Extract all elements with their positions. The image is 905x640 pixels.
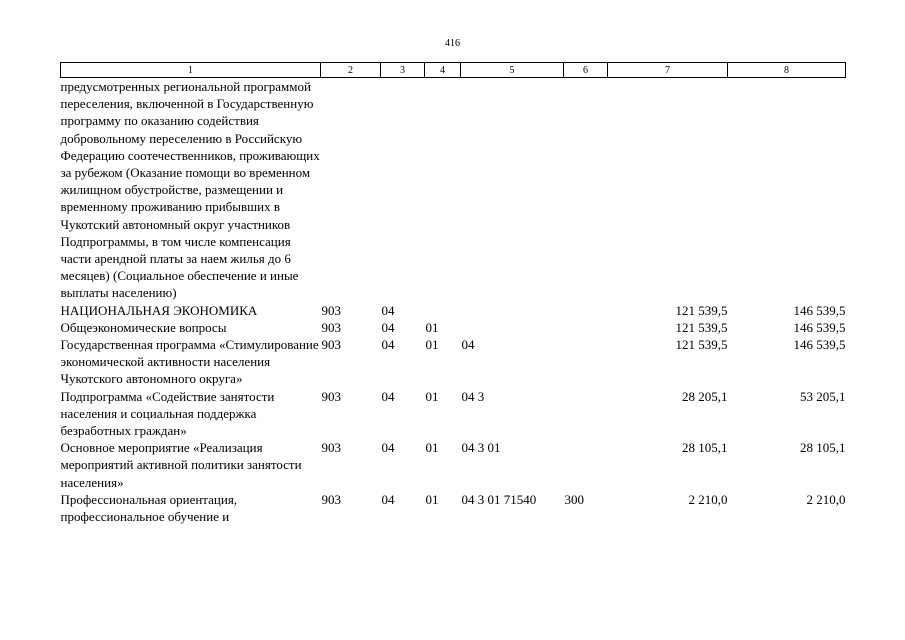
- row-name: Государственная программа «Стимулирование экономической активности населения Чукотского автономного округа»: [60, 337, 319, 387]
- row-grbs: 903: [321, 337, 341, 353]
- row-amount-1: 121 539,5: [675, 302, 728, 318]
- row-expense-type: [564, 336, 608, 388]
- row-section: 04: [381, 337, 395, 353]
- row-expense-type: 300: [564, 491, 584, 507]
- column-header-5: 5: [461, 63, 564, 78]
- row-target-article: 04: [461, 337, 475, 353]
- row-name: предусмотренных региональной программой переселения, включенной в Государственную программу по оказанию содействия добровольному переселению в Российскую Федерацию соотечественников, проживающих за рубежом (Оказание помощи во временном жилищном обустройстве, размещении и временному проживанию прибывших в Чукотский автономный округ участников Подпрограммы, в том числе компенсация части арендной платы за наем жилья до 6 месяцев) (Социальное обеспечение и иные выплаты населению): [60, 79, 320, 301]
- row-subsection: [425, 302, 461, 319]
- row-subsection: 01: [425, 440, 439, 456]
- table-row: [61, 439, 846, 491]
- column-number-header-row: [61, 63, 846, 78]
- column-header-8: 8: [728, 63, 846, 78]
- row-grbs: 903: [321, 491, 341, 507]
- budget-table: [60, 62, 846, 525]
- table-row: [61, 319, 846, 336]
- page-number: 416: [445, 38, 460, 49]
- row-name: Общеэкономические вопросы: [60, 319, 227, 335]
- row-target-article: [461, 319, 564, 336]
- row-amount-2: [728, 78, 846, 302]
- row-amount-2: 146 539,5: [793, 319, 846, 335]
- row-section: 04: [381, 388, 395, 404]
- row-grbs: 903: [321, 319, 341, 335]
- row-section: 04: [381, 440, 395, 456]
- row-subsection: 01: [425, 491, 439, 507]
- row-amount-2: 28 105,1: [800, 440, 846, 456]
- column-header-3: 3: [381, 63, 425, 78]
- row-expense-type: [564, 302, 608, 319]
- column-header-1: 1: [61, 63, 321, 78]
- row-amount-2: 146 539,5: [793, 302, 846, 318]
- column-header-6: 6: [564, 63, 608, 78]
- row-name: Подпрограмма «Содействие занятости населения и социальная поддержка безработных граждан»: [60, 388, 275, 439]
- row-section: 04: [381, 302, 395, 318]
- row-grbs: 903: [321, 388, 341, 404]
- row-amount-1: 121 539,5: [675, 337, 728, 353]
- table-row: [61, 491, 846, 525]
- table-row: [61, 336, 846, 388]
- row-expense-type: [564, 388, 608, 440]
- row-amount-1: [608, 78, 728, 302]
- row-amount-2: 146 539,5: [793, 337, 846, 353]
- row-amount-1: 28 105,1: [682, 440, 728, 456]
- row-amount-2: 2 210,0: [806, 491, 846, 507]
- row-amount-1: 28 205,1: [682, 388, 728, 404]
- row-target-article: 04 3 01: [461, 440, 501, 456]
- row-expense-type: [564, 319, 608, 336]
- column-header-4: 4: [425, 63, 461, 78]
- row-name: Основное мероприятие «Реализация мероприятий активной политики занятости населения»: [60, 440, 302, 490]
- row-amount-2: 53 205,1: [800, 388, 846, 404]
- row-grbs: 903: [321, 440, 341, 456]
- column-header-7: 7: [608, 63, 728, 78]
- table-row: [61, 78, 846, 302]
- row-target-article: [461, 78, 564, 302]
- row-name: Профессиональная ориентация, профессиональное обучение и: [60, 491, 238, 525]
- row-grbs: [321, 78, 381, 302]
- row-expense-type: [564, 78, 608, 302]
- row-section: 04: [381, 491, 395, 507]
- row-expense-type: [564, 439, 608, 491]
- row-subsection: 01: [425, 388, 439, 404]
- table-row: [61, 302, 846, 319]
- row-target-article: 04 3 01 71540: [461, 491, 537, 507]
- row-amount-1: 121 539,5: [675, 319, 728, 335]
- row-grbs: 903: [321, 302, 341, 318]
- row-subsection: [425, 78, 461, 302]
- row-section: 04: [381, 319, 395, 335]
- row-section: [381, 78, 425, 302]
- row-target-article: [461, 302, 564, 319]
- row-subsection: 01: [425, 319, 439, 335]
- row-target-article: 04 3: [461, 388, 485, 404]
- column-header-2: 2: [321, 63, 381, 78]
- row-subsection: 01: [425, 337, 439, 353]
- row-name: НАЦИОНАЛЬНАЯ ЭКОНОМИКА: [60, 302, 258, 318]
- row-amount-1: 2 210,0: [688, 491, 728, 507]
- table-row: [61, 388, 846, 440]
